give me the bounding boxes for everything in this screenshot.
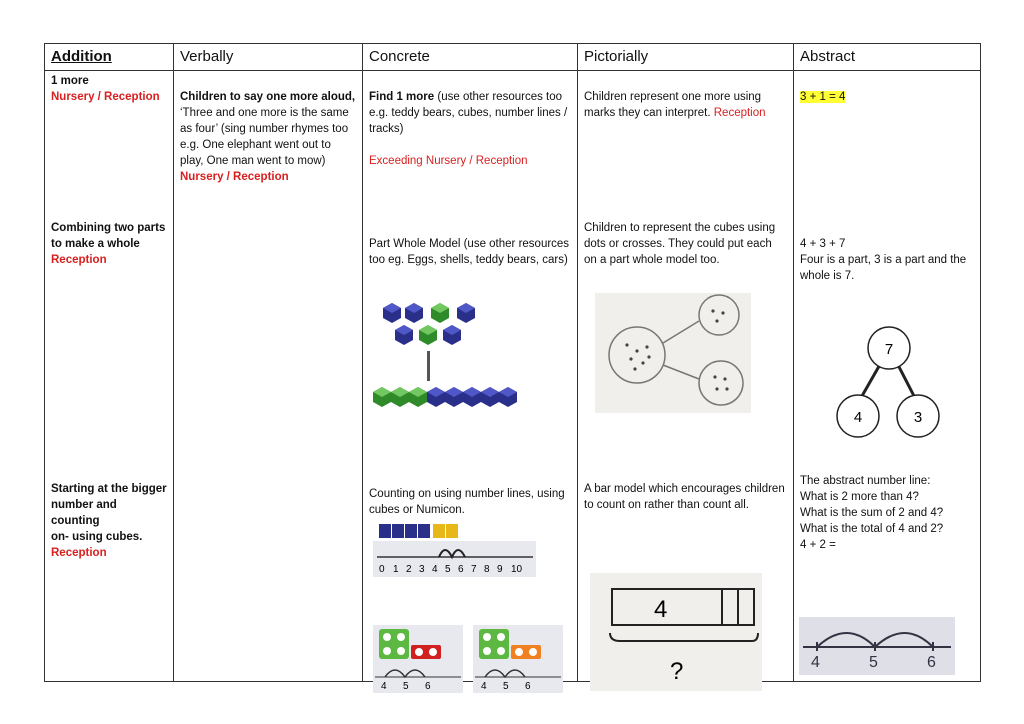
header-addition: Addition — [45, 44, 174, 71]
header-pictorially: Pictorially — [578, 44, 794, 71]
row2-level: Reception — [51, 254, 107, 266]
numicon-left-tick-4: 4 — [381, 681, 387, 692]
row1-verbally-text: ‘Three and one more is the same as four’ (sing number rhymes too e.g. One elephant went out to play, One man went to mow) — [180, 107, 349, 167]
row3-title-line2: number and counting — [51, 499, 117, 527]
row3-pictorially: A bar model which encourages children to count on rather than count all. — [584, 483, 785, 511]
row2-abstract-line1: 4 + 3 + 7 — [800, 238, 846, 250]
row3-abstract-line2: What is 2 more than 4? — [800, 491, 919, 503]
tick-10: 10 — [511, 564, 523, 575]
row1-pictorially — [584, 89, 787, 121]
row1-abstract-equation: 3 + 1 = 4 — [800, 91, 846, 103]
numicon-left-tick-5: 5 — [403, 681, 409, 692]
row3-abstract-line3: What is the sum of 2 and 4? — [800, 507, 944, 519]
abstract-tick-4: 4 — [811, 654, 820, 671]
row3-abstract — [800, 473, 974, 553]
pictorially-column — [578, 71, 794, 685]
numicon-image-right — [473, 625, 563, 695]
addition-column — [45, 71, 174, 682]
numicon-right-tick-5: 5 — [503, 681, 509, 692]
part-whole-dots-image — [595, 293, 751, 413]
abstract-column — [794, 71, 981, 682]
row2-concrete: Part Whole Model (use other resources too eg. Eggs, shells, teddy bears, cars) — [369, 238, 570, 266]
tick-5: 5 — [445, 564, 451, 575]
tick-1: 1 — [393, 564, 399, 575]
addition-table-page — [44, 43, 980, 692]
numicon-left-tick-6: 6 — [425, 681, 431, 692]
row3-abstract-line4: What is the total of 4 and 2? — [800, 523, 944, 535]
abstract-tick-5: 5 — [869, 654, 878, 671]
part-whole-cubes-image — [371, 303, 521, 415]
row1-pictorially-text: Children represent one more using marks they can interpret. — [584, 91, 762, 119]
tick-4: 4 — [432, 564, 438, 575]
numicon-right-tick-4: 4 — [481, 681, 487, 692]
header-concrete: Concrete — [363, 44, 578, 71]
header-verbally: Verbally — [174, 44, 363, 71]
abstract-tick-6: 6 — [927, 654, 936, 671]
row1-title-text: 1 more — [51, 75, 89, 87]
row2-abstract — [800, 236, 974, 284]
row3-abstract-line5: 4 + 2 = — [800, 539, 836, 551]
row1-pictorially-level: Reception — [713, 107, 766, 119]
abstract-number-line-image — [799, 617, 955, 675]
tick-6: 6 — [458, 564, 464, 575]
row1-level: Nursery / Reception — [51, 91, 160, 103]
row1-concrete-bold: Find 1 more — [369, 91, 435, 103]
row2-pictorially: Children to represent the cubes using dots or crosses. They could put each on a part whole model too. — [584, 222, 776, 266]
verbally-column — [174, 71, 363, 682]
part-left-value: 4 — [853, 409, 863, 426]
whole-value: 7 — [884, 341, 894, 358]
row3-title-line3: on- using cubes. — [51, 531, 143, 543]
row1-verbally-bold: Children to say one more aloud, — [180, 91, 356, 103]
cubes-number-line-image — [373, 521, 538, 581]
row3-title — [51, 481, 167, 561]
row2-abstract-line2: Four is a part, 3 is a part and the whole is 7. — [800, 254, 967, 282]
tick-8: 8 — [484, 564, 490, 575]
header-row — [45, 44, 981, 71]
body-row — [45, 71, 981, 682]
row1-concrete — [369, 89, 571, 169]
row2-title-line2: to make a whole — [51, 238, 140, 250]
tick-7: 7 — [471, 564, 477, 575]
row2-title — [51, 220, 167, 268]
bar-value-4: 4 — [654, 596, 668, 623]
row1-title — [51, 73, 167, 105]
row3-concrete: Counting on using number lines, using cubes or Numicon. — [369, 488, 565, 516]
concrete-column — [363, 71, 578, 692]
part-whole-diagram — [834, 321, 944, 441]
tick-0: 0 — [379, 564, 385, 575]
row1-verbally — [180, 89, 356, 185]
tick-9: 9 — [497, 564, 503, 575]
addition-table — [44, 43, 981, 692]
tick-3: 3 — [419, 564, 425, 575]
row3-level: Reception — [51, 547, 107, 559]
numicon-right-tick-6: 6 — [525, 681, 531, 692]
header-abstract: Abstract — [794, 44, 981, 71]
row1-concrete-text: (use other resources too e.g. teddy bears, cubes, number lines / tracks) — [369, 91, 568, 135]
row1-concrete-level: Exceeding Nursery / Reception — [369, 155, 528, 167]
row3-title-line1: Starting at the bigger — [51, 483, 167, 495]
row1-verbally-level: Nursery / Reception — [180, 171, 289, 183]
part-right-value: 3 — [913, 409, 923, 426]
row1-abstract — [800, 89, 974, 105]
row2-title-line1: Combining two parts — [51, 222, 166, 234]
row3-abstract-line1: The abstract number line: — [800, 475, 931, 487]
numicon-image-left — [373, 625, 463, 695]
tick-2: 2 — [406, 564, 412, 575]
bar-question-mark: ? — [670, 658, 684, 685]
bar-model-image — [590, 573, 762, 691]
